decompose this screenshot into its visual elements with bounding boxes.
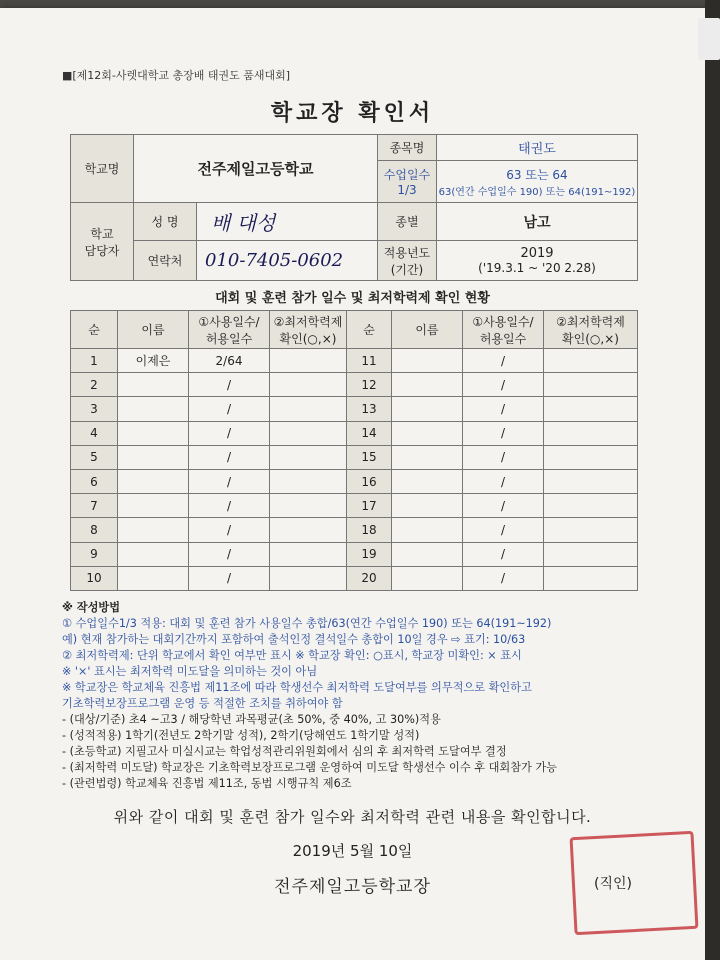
row-check (544, 566, 638, 590)
table-row (71, 494, 638, 518)
table-row (71, 421, 638, 445)
row-no: 7 (71, 494, 118, 518)
header-days-right-line2: 허용일수 (479, 331, 527, 346)
document-title: 학교장 확인서 (270, 101, 435, 126)
row-check (270, 349, 347, 373)
instruction-line: - (초등학교) 지필고사 미실시교는 학업성적관리위원회에서 심의 후 최저학력 도달여부 결정 (62, 745, 507, 758)
row-check (544, 397, 638, 421)
row-check (270, 445, 347, 469)
row-name (118, 542, 189, 566)
row-name (118, 421, 189, 445)
confirmation-text: 위와 같이 대회 및 훈련 참가 일수와 최저학력 관련 내용을 확인합니다. (113, 808, 592, 826)
school-name: 전주제일고등학교 (134, 135, 378, 203)
row-no: 10 (71, 566, 118, 590)
row-name (118, 518, 189, 542)
header-days-line1: ①사용일수/ (198, 314, 260, 329)
row-name (392, 494, 463, 518)
row-check (544, 469, 638, 493)
row-no: 20 (347, 566, 392, 590)
row-check (270, 373, 347, 397)
participation-table (70, 310, 638, 591)
header-days (189, 311, 270, 349)
header-no: 순 (71, 311, 118, 349)
official-seal-stamp (570, 831, 699, 935)
contact-label: 연락처 (134, 241, 197, 281)
row-name (392, 349, 463, 373)
row-name (392, 397, 463, 421)
row-check (544, 494, 638, 518)
row-check (544, 445, 638, 469)
header-no-right: 순 (347, 311, 392, 349)
instruction-line: 기초학력보장프로그램 운영 등 적절한 조치를 취하여야 함 (62, 697, 343, 710)
instruction-line: ※ '×' 표시는 최저학력 미도달을 의미하는 것이 아님 (62, 665, 318, 678)
row-check (544, 542, 638, 566)
row-no: 13 (347, 397, 392, 421)
manager-label-line2: 담당자 (84, 243, 120, 258)
row-name (392, 373, 463, 397)
school-label: 학교명 (71, 135, 134, 203)
row-check (270, 421, 347, 445)
row-days: / (463, 445, 544, 469)
row-name (118, 566, 189, 590)
row-no: 17 (347, 494, 392, 518)
header-check-line2: 확인(○,×) (279, 331, 337, 346)
row-days: / (189, 397, 270, 421)
header-check (270, 311, 347, 349)
row-no: 6 (71, 469, 118, 493)
row-name (118, 494, 189, 518)
contact-value-handwritten: 010-7405-0602 (197, 241, 378, 281)
table-row (71, 542, 638, 566)
row-name (392, 542, 463, 566)
row-check (270, 494, 347, 518)
name-value-handwritten: 배 대성 (197, 203, 378, 241)
row-days: 2/64 (189, 349, 270, 373)
row-no: 15 (347, 445, 392, 469)
row-name (392, 566, 463, 590)
row-no: 3 (71, 397, 118, 421)
row-no: 8 (71, 518, 118, 542)
gender-value: 남고 (436, 203, 637, 241)
row-no: 16 (347, 469, 392, 493)
row-name (118, 445, 189, 469)
row-name (118, 397, 189, 421)
class-days-note: 63(연간 수업일수 190) 또는 64(191~192) (438, 186, 636, 198)
year-sub-label: (기간) (390, 262, 424, 277)
header-check-right (544, 311, 638, 349)
year-label-cell (377, 241, 436, 281)
instruction-line: ※ 학교장은 학교체육 진흥법 제11조에 따라 학생선수 최저학력 도달여부를 의무적으로 확인하고 (62, 681, 532, 694)
instruction-line: 예) 현재 참가하는 대회기간까지 포함하여 출석인정 결석일수 총합이 10일 경우 ⇨ 표기: 10/63 (62, 633, 526, 646)
row-no: 11 (347, 349, 392, 373)
row-check (270, 518, 347, 542)
row-name (392, 469, 463, 493)
instruction-line: ※ 작성방법 (62, 601, 120, 614)
seal-label: (직인) (594, 876, 632, 892)
row-no: 18 (347, 518, 392, 542)
manager-label-line1: 학교 (90, 226, 114, 241)
row-name (392, 445, 463, 469)
row-no: 12 (347, 373, 392, 397)
event-value: 태권도 (436, 135, 637, 161)
row-check (544, 421, 638, 445)
row-days: / (463, 421, 544, 445)
row-days: / (463, 397, 544, 421)
year-period: ('19.3.1 ~ '20 2.28) (478, 261, 596, 275)
row-days: / (189, 421, 270, 445)
header-note: ■[제12회-사렛대학교 총장배 태권도 품새대회] (62, 69, 291, 82)
table-row (71, 445, 638, 469)
row-no: 19 (347, 542, 392, 566)
row-days: / (463, 349, 544, 373)
row-days: / (189, 373, 270, 397)
class-days-value: 63 또는 64 (506, 167, 568, 182)
row-days: / (189, 542, 270, 566)
instruction-line: - (최저학력 미도달) 학교장은 기초학력보장프로그램 운영하여 미도달 학생선수 이수 후 대회참가 가능 (62, 761, 557, 774)
header-days-right-line1: ①사용일수/ (472, 314, 534, 329)
row-days: / (463, 494, 544, 518)
row-check (544, 518, 638, 542)
date-text: 2019년 5월 10일 (292, 842, 413, 860)
row-no: 4 (71, 421, 118, 445)
row-no: 2 (71, 373, 118, 397)
instruction-line: - (대상/기준) 초4 ~고3 / 해당학년 과목평균(초 50%, 중 40%, 고 30%)적용 (62, 713, 441, 726)
header-name-right: 이름 (392, 311, 463, 349)
row-days: / (463, 566, 544, 590)
row-check (544, 373, 638, 397)
instruction-line: - (관련법령) 학교체육 진흥법 제11조, 동법 시행규칙 제6조 (62, 777, 352, 790)
row-days: / (463, 518, 544, 542)
header-name: 이름 (118, 311, 189, 349)
name-label: 성 명 (134, 203, 197, 241)
row-days: / (189, 494, 270, 518)
row-days: / (189, 445, 270, 469)
manager-label (71, 203, 134, 281)
year-value: 2019 (520, 246, 554, 261)
row-name (392, 518, 463, 542)
table-row (71, 397, 638, 421)
table-row (71, 518, 638, 542)
table-row (71, 349, 638, 373)
table-row (71, 566, 638, 590)
header-check-line1: ②최저학력제 (273, 314, 343, 329)
instruction-line: - (성적적용) 1학기(전년도 2학기말 성적), 2학기(당해연도 1학기말 성적) (62, 729, 420, 742)
header-days-line2: 허용일수 (205, 331, 253, 346)
row-check (270, 469, 347, 493)
table-row (71, 469, 638, 493)
year-value-cell (436, 241, 637, 281)
instructions (62, 600, 702, 792)
class-days-cell (436, 161, 637, 203)
instruction-line: ② 최저학력제: 단위 학교에서 확인 여부만 표시 ※ 학교장 확인: ○표시, 학교장 미확인: × 표시 (62, 649, 522, 662)
row-days: / (463, 542, 544, 566)
row-no: 5 (71, 445, 118, 469)
class-days-label (377, 161, 436, 203)
row-no: 14 (347, 421, 392, 445)
row-name: 이제은 (118, 349, 189, 373)
row-check (270, 566, 347, 590)
class-days-fraction: 1/3 (397, 183, 417, 197)
row-days: / (189, 469, 270, 493)
row-no: 1 (71, 349, 118, 373)
event-label: 종목명 (377, 135, 436, 161)
class-days-label-text: 수업일수 (383, 168, 431, 182)
header-check-right-line2: 확인(○,×) (562, 331, 619, 346)
year-label: 적용년도 (383, 245, 431, 260)
row-days: / (463, 469, 544, 493)
header-days-right (463, 311, 544, 349)
table-row (71, 373, 638, 397)
signer-name: 전주제일고등학교장 (274, 877, 431, 897)
row-check (270, 397, 347, 421)
paper-corner (698, 18, 720, 60)
info-table (70, 134, 638, 281)
row-days: / (189, 518, 270, 542)
row-name (118, 373, 189, 397)
header-check-right-line1: ②최저학력제 (556, 314, 625, 329)
section-title: 대회 및 훈련 참가 일수 및 최저학력제 확인 현황 (215, 291, 490, 306)
row-name (118, 469, 189, 493)
background-edge (705, 0, 720, 960)
gender-label: 종별 (377, 203, 436, 241)
row-check (544, 349, 638, 373)
row-name (392, 421, 463, 445)
row-no: 9 (71, 542, 118, 566)
row-check (270, 542, 347, 566)
row-days: / (189, 566, 270, 590)
row-days: / (463, 373, 544, 397)
instruction-line: ① 수업일수1/3 적용: 대회 및 훈련 참가 사용일수 총합/63(연간 수업일수 190) 또는 64(191~192) (62, 617, 552, 630)
